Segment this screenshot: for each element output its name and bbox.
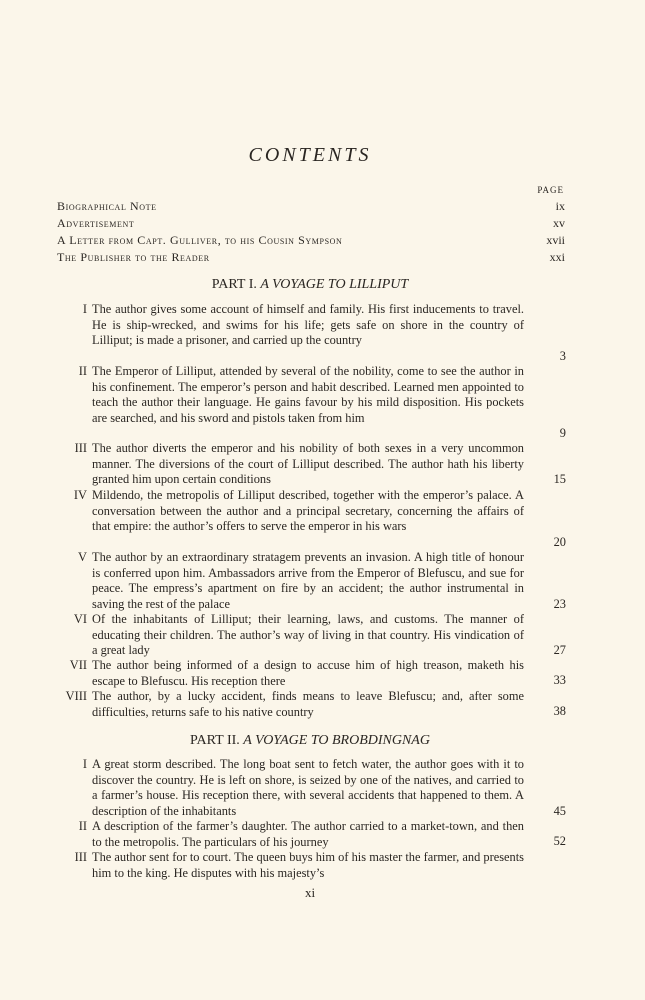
front-matter-page: xvii [546, 233, 565, 247]
chapter-page: 20 [553, 535, 566, 549]
part-label: PART I. [211, 277, 257, 292]
chapter-summary: The author by an extraordinary stratagem prevents an invasion. A high title of honour is conferred upon him. Ambassadors arrive from the Emperor of Blefuscu, and sue for peace. The empress’s apartment on fire by an accident; the author instrumental in saving the rest of the palace [92, 550, 524, 611]
chapter-number: I [82, 302, 87, 316]
front-matter-page: ix [555, 199, 565, 213]
front-matter-title: Biographical Note [57, 199, 157, 213]
part-heading [0, 732, 620, 750]
chapter-number: V [78, 550, 87, 564]
chapter-number: VI [73, 612, 87, 626]
front-matter-title: Advertisement [57, 216, 135, 230]
front-matter-title: The Publisher to the Reader [57, 250, 210, 264]
chapter-page: 3 [559, 349, 566, 363]
chapter-number: II [78, 364, 87, 378]
chapter-page: 33 [553, 673, 566, 687]
front-matter-item[interactable] [57, 198, 565, 215]
chapter-summary: Mildendo, the metropolis of Lilliput described, together with the emperor’s palace. A conversation between the author and a principal secretary, concerning the affairs of that empire: the author’s offers to serve the emperor in his wars [92, 488, 524, 534]
page-folio: xi [304, 885, 316, 900]
chapter-page: 38 [553, 704, 566, 718]
chapter-summary: The author being informed of a design to accuse him of high treason, maketh his escape to Blefuscu. His reception there [92, 658, 524, 688]
part-title: A VOYAGE TO BROBDINGNAG [243, 733, 430, 748]
part-label: PART II. [190, 733, 240, 748]
front-matter-page: xv [553, 216, 565, 230]
front-matter-item[interactable] [57, 215, 565, 232]
part-title: A VOYAGE TO LILLIPUT [260, 277, 409, 292]
chapter-summary: A description of the farmer’s daughter. The author carried to a market-town, and then to the metropolis. The particulars of his journey [92, 819, 524, 849]
chapter-summary: The author, by a lucky accident, finds means to leave Blefuscu; and, after some difficulties, returns safe to his native country [92, 689, 524, 719]
chapter-page: 52 [553, 834, 566, 848]
front-matter-page: xxi [549, 250, 565, 264]
front-matter-title: A Letter from Capt. Gulliver, to his Cousin Sympson [57, 233, 343, 247]
front-matter-list [57, 198, 565, 266]
page-column-heading: PAGE [537, 185, 564, 195]
chapter-number: III [74, 441, 87, 455]
chapter-page: 23 [553, 597, 566, 611]
chapter-summary: Of the inhabitants of Lilliput; their learning, laws, and customs. The manner of educating their children. The author’s way of living in that country. His vindication of a great lady [92, 612, 524, 658]
chapter-page: 15 [553, 472, 566, 486]
chapter-summary: A great storm described. The long boat sent to fetch water, the author goes with it to discover the country. He is left on shore, is seized by one of the natives, and carried to a farmer’s house. His reception there, with several accidents that happened to them. A description of the inhabitants [92, 757, 524, 818]
chapter-number: III [74, 850, 87, 864]
front-matter-item[interactable] [57, 232, 565, 249]
chapter-summary: The Emperor of Lilliput, attended by several of the nobility, come to see the author in his confinement. The emperor’s person and habit described. Learned men appointed to teach the author their language. He gains favour by his mild disposition. His pockets are searched, and his sword and pistols taken from him [92, 364, 524, 425]
chapter-summary: The author gives some account of himself and family. His first inducements to travel. He is ship-wrecked, and swims for his life; gets safe on shore in the country of Lilliput; is made a prisoner, and carried up the country [92, 302, 524, 348]
chapter-summary: The author sent for to court. The queen buys him of his master the farmer, and presents him to the king. He disputes with his majesty’s [92, 850, 524, 880]
chapter-page: 9 [559, 426, 566, 440]
chapter-number: VII [69, 658, 87, 672]
front-matter-item[interactable] [57, 249, 565, 266]
chapter-number: I [82, 757, 87, 771]
chapter-number: II [78, 819, 87, 833]
part-heading [0, 276, 620, 294]
chapter-page: 45 [553, 804, 566, 818]
chapter-number: VIII [65, 689, 87, 703]
chapter-summary: The author diverts the emperor and his nobility of both sexes in a very uncommon manner. The diversions of the court of Lilliput described. The author hath his liberty granted him upon certain conditions [92, 441, 524, 487]
chapter-page: 27 [553, 643, 566, 657]
page-title: CONTENTS [248, 144, 372, 166]
chapter-number: IV [73, 488, 87, 502]
